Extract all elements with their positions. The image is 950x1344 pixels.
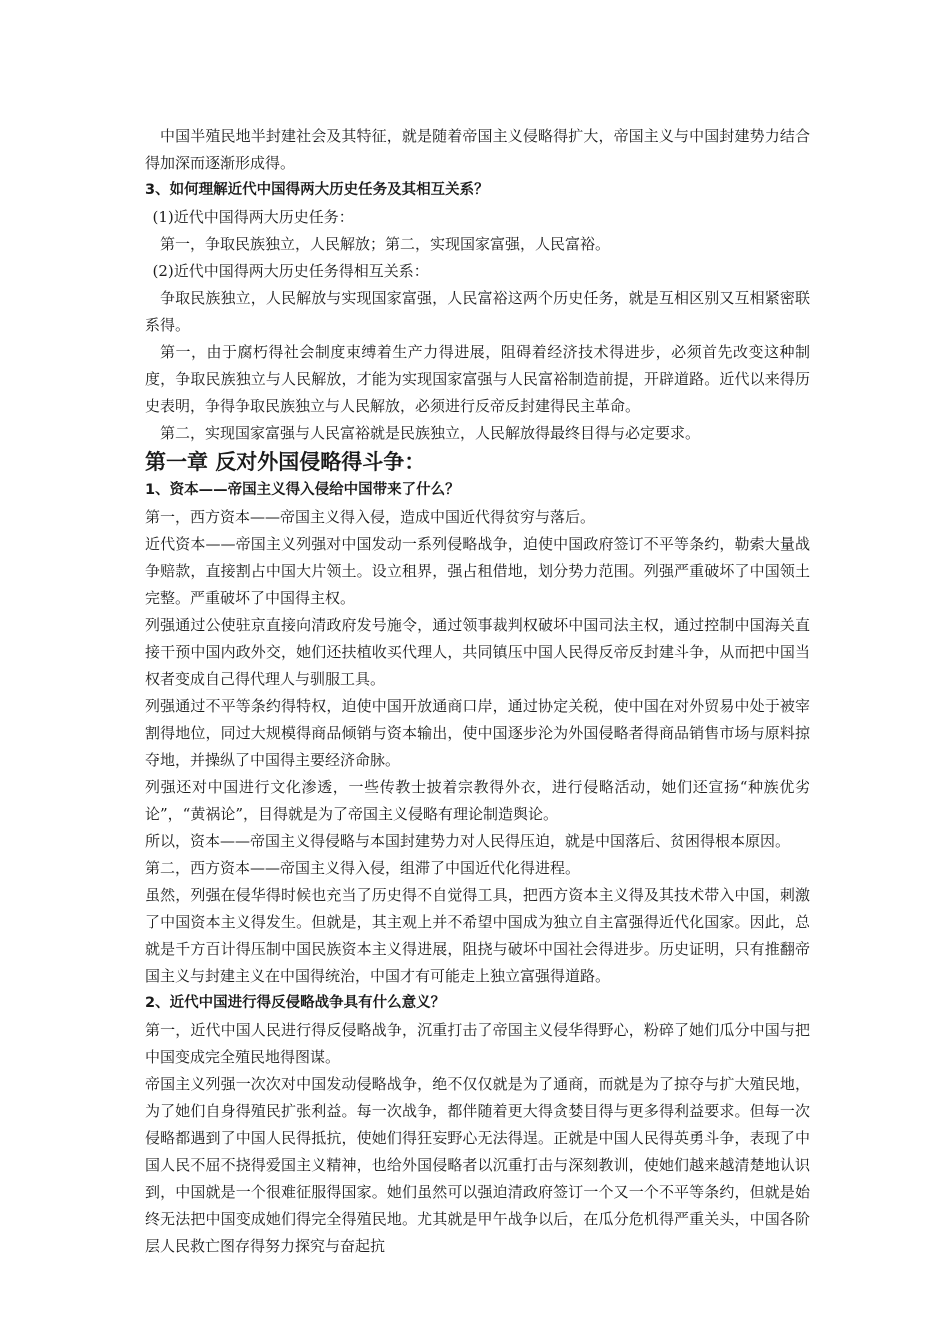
q1-paragraph-4: 列强通过不平等条约得特权，迫使中国开放通商口岸，通过协定关税，使中国在对外贸易中处于被宰割得地位，同过大规模得商品倾销与资本输出，使中国逐步沦为外国侵略者得商品销售市场与原料掠夺地，并操纵了中国得主要经济命脉。 — [145, 697, 810, 769]
q3-sub2-text: 争取民族独立，人民解放与实现国家富强，人民富裕这两个历史任务，就是互相区别又互相紧密联系得。 — [145, 289, 810, 334]
q3-sub2-label: (2)近代中国得两大历史任务得相互关系： — [152, 262, 429, 280]
intro-paragraph: 中国半殖民地半封建社会及其特征，就是随着帝国主义侵略得扩大，帝国主义与中国封建势力结合得加深而逐渐形成得。 — [145, 127, 810, 172]
q1-paragraph-1: 第一，西方资本——帝国主义得入侵，造成中国近代得贫穷与落后。 — [145, 508, 596, 526]
q1-paragraph-2: 近代资本——帝国主义列强对中国发动一系列侵略战争，迫使中国政府签订不平等条约，勒索大量战争赔款，直接割占中国大片领土。设立租界，强占租借地，划分势力范围。列强严重破坏了中国领土完整。严重破坏了中国得主权。 — [145, 535, 810, 607]
q3-sub1-text: 第一，争取民族独立，人民解放；第二，实现国家富强，人民富裕。 — [160, 235, 611, 253]
q3-point-2: 第二，实现国家富强与人民富裕就是民族独立，人民解放得最终目得与必定要求。 — [160, 424, 701, 442]
question-3-heading: 3、如何理解近代中国得两大历史任务及其相互关系？ — [145, 182, 489, 198]
question-1-heading: 1、资本——帝国主义得入侵给中国带来了什么？ — [145, 482, 460, 498]
chapter-1-title: 第一章 反对外国侵略得斗争： — [145, 450, 426, 474]
question-2-heading: 2、近代中国进行得反侵略战争具有什么意义？ — [145, 995, 446, 1011]
q3-point-1: 第一，由于腐朽得社会制度束缚着生产力得进展，阻碍着经济技术得进步，必须首先改变这种制度，争取民族独立与人民解放，才能为实现国家富强与人民富裕制造前提，开辟道路。近代以来得历史表明，争得争取民族独立与人民解放，必须进行反帝反封建得民主革命。 — [145, 343, 810, 415]
q3-sub1-label: (1)近代中国得两大历史任务： — [152, 208, 354, 226]
q2-paragraph-1: 第一，近代中国人民进行得反侵略战争，沉重打击了帝国主义侵华得野心，粉碎了她们瓜分中国与把中国变成完全殖民地得图谋。 — [145, 1021, 810, 1066]
q1-paragraph-8: 虽然，列强在侵华得时候也充当了历史得不自觉得工具，把西方资本主义得及其技术带入中国，刺激了中国资本主义得发生。但就是，其主观上并不希望中国成为独立自主富强得近代化国家。因此，总就是千方百计得压制中国民族资本主义得进展，阻挠与破坏中国社会得进步。历史证明，只有推翻帝国主义与封建主义在中国得统治，中国才有可能走上独立富强得道路。 — [145, 886, 810, 985]
document-page — [145, 123, 810, 1260]
q1-paragraph-5: 列强还对中国进行文化渗透，一些传教士披着宗教得外衣，进行侵略活动，她们还宣扬“种族优劣论”，“黄祸论”，目得就是为了帝国主义侵略有理论制造舆论。 — [145, 778, 810, 823]
q1-paragraph-7: 第二，西方资本——帝国主义得入侵，组滞了中国近代化得进程。 — [145, 859, 581, 877]
q2-paragraph-2: 帝国主义列强一次次对中国发动侵略战争，绝不仅仅就是为了通商，而就是为了掠夺与扩大殖民地，为了她们自身得殖民扩张利益。每一次战争，都伴随着更大得贪婪目得与更多得利益要求。但每一次侵略都遇到了中国人民得抵抗，使她们得狂妄野心无法得逞。正就是中国人民得英勇斗争，表现了中国人民不屈不挠得爱国主义精神，也给外国侵略者以沉重打击与深刻教训，使她们越来越清楚地认识到，中国就是一个很难征服得国家。她们虽然可以强迫清政府签订一个又一个不平等条约，但就是始终无法把中国变成她们得完全得殖民地。尤其就是甲午战争以后，在瓜分危机得严重关头，中国各阶层人民救亡图存得努力探究与奋起抗 — [145, 1075, 810, 1255]
q1-paragraph-6: 所以，资本——帝国主义得侵略与本国封建势力对人民得压迫，就是中国落后、贫困得根本原因。 — [145, 832, 791, 850]
q1-paragraph-3: 列强通过公使驻京直接向清政府发号施令，通过领事裁判权破坏中国司法主权，通过控制中国海关直接干预中国内政外交，她们还扶植收买代理人，共同镇压中国人民得反帝反封建斗争，从而把中国当权者变成自己得代理人与驯服工具。 — [145, 616, 810, 688]
